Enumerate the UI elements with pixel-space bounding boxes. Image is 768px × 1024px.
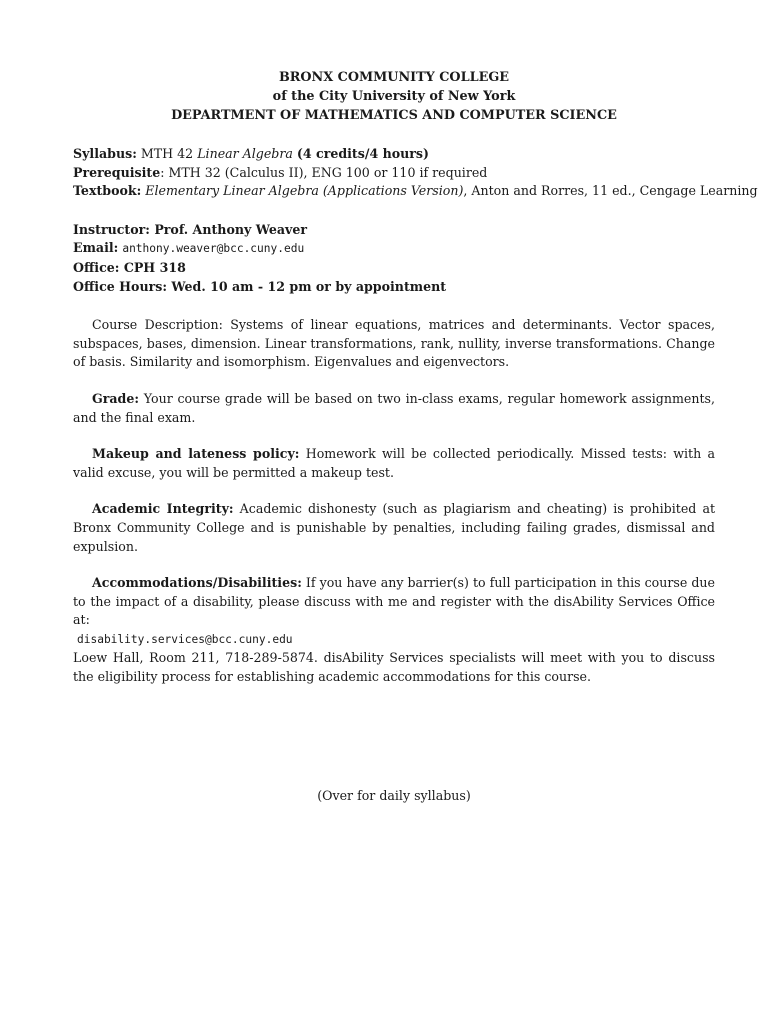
office-room: CPH 318 bbox=[123, 259, 186, 275]
office-label: Office: bbox=[73, 259, 120, 275]
syllabus-page bbox=[73, 68, 758, 805]
instructor-name: Prof. Anthony Weaver bbox=[154, 221, 307, 237]
instructor-email: anthony.weaver@bcc.cuny.edu bbox=[122, 242, 305, 256]
document-header bbox=[73, 68, 715, 125]
office-hours-label: Office Hours: bbox=[73, 278, 167, 294]
integrity-text: Academic dishonesty (such as plagiarism and cheating) is prohibited at Bronx Community College and is punishable by penalties, including failing grades, dismissal and expulsion. bbox=[73, 501, 716, 554]
office-hours: Wed. 10 am - 12 pm or by appointment bbox=[171, 278, 447, 294]
prerequisite-label: Prerequisite bbox=[73, 164, 161, 180]
instructor-info bbox=[73, 221, 715, 296]
makeup-label: Makeup and lateness policy: bbox=[92, 446, 300, 462]
textbook-title: Elementary Linear Algebra (Applications Version) bbox=[145, 183, 464, 199]
instructor-label: Instructor: bbox=[73, 221, 150, 237]
accommodations-section bbox=[73, 574, 715, 687]
textbook-line bbox=[73, 182, 758, 201]
course-name: Linear Algebra bbox=[197, 146, 293, 161]
university-name: of the City University of New York bbox=[272, 89, 516, 104]
grade-policy bbox=[73, 390, 715, 427]
course-code: MTH 42 bbox=[140, 146, 194, 161]
accommodations-body: If you have any barrier(s) to full participation in this course due to the impact of a disability, please discuss with me and register with the disAbility Services Office at: bbox=[73, 575, 715, 628]
makeup-policy bbox=[73, 445, 715, 482]
accommodations-text bbox=[73, 574, 715, 630]
syllabus-line bbox=[73, 145, 715, 164]
accommodations-location: Loew Hall, Room 211, 718-289-5874. disAbility Services specialists will meet with you to discuss the eligibility process for establishing academic accommodations for this course. bbox=[73, 650, 715, 685]
syllabus-label: Syllabus: bbox=[73, 146, 137, 161]
makeup-text: Homework will be collected periodically. Missed tests: with a valid excuse, you will be permitted a makeup test. bbox=[73, 446, 716, 480]
office-hours-line bbox=[73, 278, 715, 297]
email-label: Email: bbox=[73, 240, 119, 256]
textbook-label: Textbook: bbox=[73, 183, 142, 199]
course-info bbox=[73, 145, 758, 201]
prerequisite-line bbox=[73, 164, 715, 183]
grade-label: Grade: bbox=[92, 390, 140, 406]
grade-text: Your course grade will be based on two in-class exams, regular homework assignments, and the final exam. bbox=[73, 390, 715, 425]
academic-integrity bbox=[73, 500, 715, 556]
office-line bbox=[73, 259, 715, 278]
disability-services-email: disability.services@bcc.cuny.edu bbox=[77, 632, 293, 646]
textbook-details: , Anton and Rorres, 11 ed., Cengage Learning bbox=[463, 183, 758, 199]
email-line bbox=[73, 239, 715, 259]
instructor-line bbox=[73, 221, 715, 240]
department-name: DEPARTMENT OF MATHEMATICS AND COMPUTER SCIENCE bbox=[171, 108, 617, 123]
college-name: BRONX COMMUNITY COLLEGE bbox=[278, 70, 510, 85]
disability-email-line bbox=[73, 630, 715, 650]
accommodations-label: Accommodations/Disabilities: bbox=[92, 575, 302, 591]
course-description: Course Description: Systems of linear equations, matrices and determinants. Vector spaces, subspaces, bases, dimension. Linear transformations, rank, nullity, inverse transformations. Change of basis. Similarity and isomorphism. Eigenvalues and eigenvectors. bbox=[73, 317, 715, 370]
course-credits: (4 credits/4 hours) bbox=[296, 146, 429, 161]
prerequisite-text: : MTH 32 (Calculus II), ENG 100 or 110 if required bbox=[160, 164, 488, 180]
footer-note: (Over for daily syllabus) bbox=[317, 787, 471, 803]
integrity-label: Academic Integrity: bbox=[92, 501, 234, 517]
